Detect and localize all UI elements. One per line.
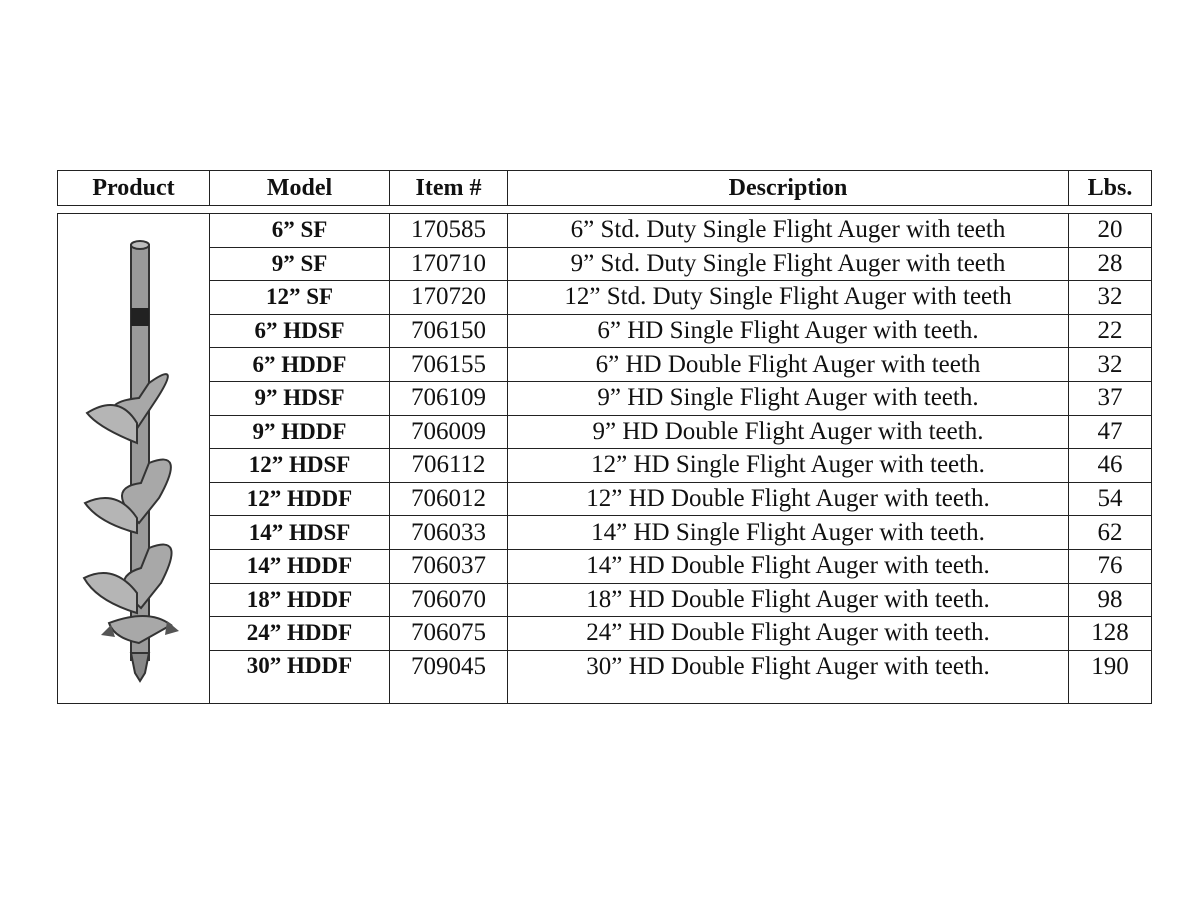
- item-number-cell: 706033: [390, 516, 508, 550]
- model-cell: 18” HDDF: [210, 583, 390, 617]
- description-cell: 9” Std. Duty Single Flight Auger with teeth: [508, 247, 1069, 281]
- model-cell: 14” HDDF: [210, 549, 390, 583]
- weight-cell: 22: [1069, 314, 1152, 348]
- weight-cell: 20: [1069, 214, 1152, 248]
- item-number-cell: 706112: [390, 449, 508, 483]
- table-row: [58, 381, 1152, 415]
- item-number-cell: 709045: [390, 650, 508, 703]
- model-cell: 30” HDDF: [210, 650, 390, 703]
- item-number-cell: 170585: [390, 214, 508, 248]
- item-number-cell: 706037: [390, 549, 508, 583]
- item-number-cell: 706070: [390, 583, 508, 617]
- product-table: [57, 213, 1152, 704]
- description-cell: 12” HD Single Flight Auger with teeth.: [508, 449, 1069, 483]
- table-row: [58, 650, 1152, 703]
- model-cell: 14” HDSF: [210, 516, 390, 550]
- weight-cell: 98: [1069, 583, 1152, 617]
- header-lbs: Lbs.: [1069, 171, 1152, 206]
- description-cell: 9” HD Single Flight Auger with teeth.: [508, 381, 1069, 415]
- table-row: [58, 415, 1152, 449]
- weight-cell: 32: [1069, 281, 1152, 315]
- table-row: [58, 281, 1152, 315]
- header-product: Product: [58, 171, 210, 206]
- model-cell: 6” HDDF: [210, 348, 390, 382]
- weight-cell: 128: [1069, 617, 1152, 651]
- weight-cell: 190: [1069, 650, 1152, 703]
- table-row: [58, 214, 1152, 248]
- weight-cell: 47: [1069, 415, 1152, 449]
- description-cell: 12” HD Double Flight Auger with teeth.: [508, 482, 1069, 516]
- header-item: Item #: [390, 171, 508, 206]
- table-row: [58, 247, 1152, 281]
- description-cell: 14” HD Single Flight Auger with teeth.: [508, 516, 1069, 550]
- weight-cell: 62: [1069, 516, 1152, 550]
- description-cell: 14” HD Double Flight Auger with teeth.: [508, 549, 1069, 583]
- model-cell: 12” HDSF: [210, 449, 390, 483]
- description-cell: 30” HD Double Flight Auger with teeth.: [508, 650, 1069, 703]
- header-model: Model: [210, 171, 390, 206]
- model-cell: 9” SF: [210, 247, 390, 281]
- table-row: [58, 617, 1152, 651]
- item-number-cell: 170710: [390, 247, 508, 281]
- model-cell: 9” HDSF: [210, 381, 390, 415]
- description-cell: 6” HD Double Flight Auger with teeth: [508, 348, 1069, 382]
- model-cell: 6” SF: [210, 214, 390, 248]
- description-cell: 6” Std. Duty Single Flight Auger with teeth: [508, 214, 1069, 248]
- model-cell: 6” HDSF: [210, 314, 390, 348]
- product-image-cell: [58, 214, 210, 704]
- description-cell: 9” HD Double Flight Auger with teeth.: [508, 415, 1069, 449]
- auger-icon: [79, 233, 189, 683]
- description-cell: 12” Std. Duty Single Flight Auger with teeth: [508, 281, 1069, 315]
- header-description: Description: [508, 171, 1069, 206]
- table-header: [57, 170, 1152, 206]
- model-cell: 24” HDDF: [210, 617, 390, 651]
- table-row: [58, 449, 1152, 483]
- item-number-cell: 706109: [390, 381, 508, 415]
- item-number-cell: 706155: [390, 348, 508, 382]
- item-number-cell: 706009: [390, 415, 508, 449]
- description-cell: 18” HD Double Flight Auger with teeth.: [508, 583, 1069, 617]
- table-row: [58, 583, 1152, 617]
- item-number-cell: 706075: [390, 617, 508, 651]
- table-row: [58, 549, 1152, 583]
- weight-cell: 32: [1069, 348, 1152, 382]
- table-row: [58, 314, 1152, 348]
- item-number-cell: 170720: [390, 281, 508, 315]
- weight-cell: 46: [1069, 449, 1152, 483]
- weight-cell: 37: [1069, 381, 1152, 415]
- weight-cell: 54: [1069, 482, 1152, 516]
- weight-cell: 28: [1069, 247, 1152, 281]
- table-row: [58, 482, 1152, 516]
- item-number-cell: 706012: [390, 482, 508, 516]
- model-cell: 12” HDDF: [210, 482, 390, 516]
- table-row: [58, 348, 1152, 382]
- description-cell: 6” HD Single Flight Auger with teeth.: [508, 314, 1069, 348]
- model-cell: 9” HDDF: [210, 415, 390, 449]
- model-cell: 12” SF: [210, 281, 390, 315]
- weight-cell: 76: [1069, 549, 1152, 583]
- description-cell: 24” HD Double Flight Auger with teeth.: [508, 617, 1069, 651]
- item-number-cell: 706150: [390, 314, 508, 348]
- table-row: [58, 516, 1152, 550]
